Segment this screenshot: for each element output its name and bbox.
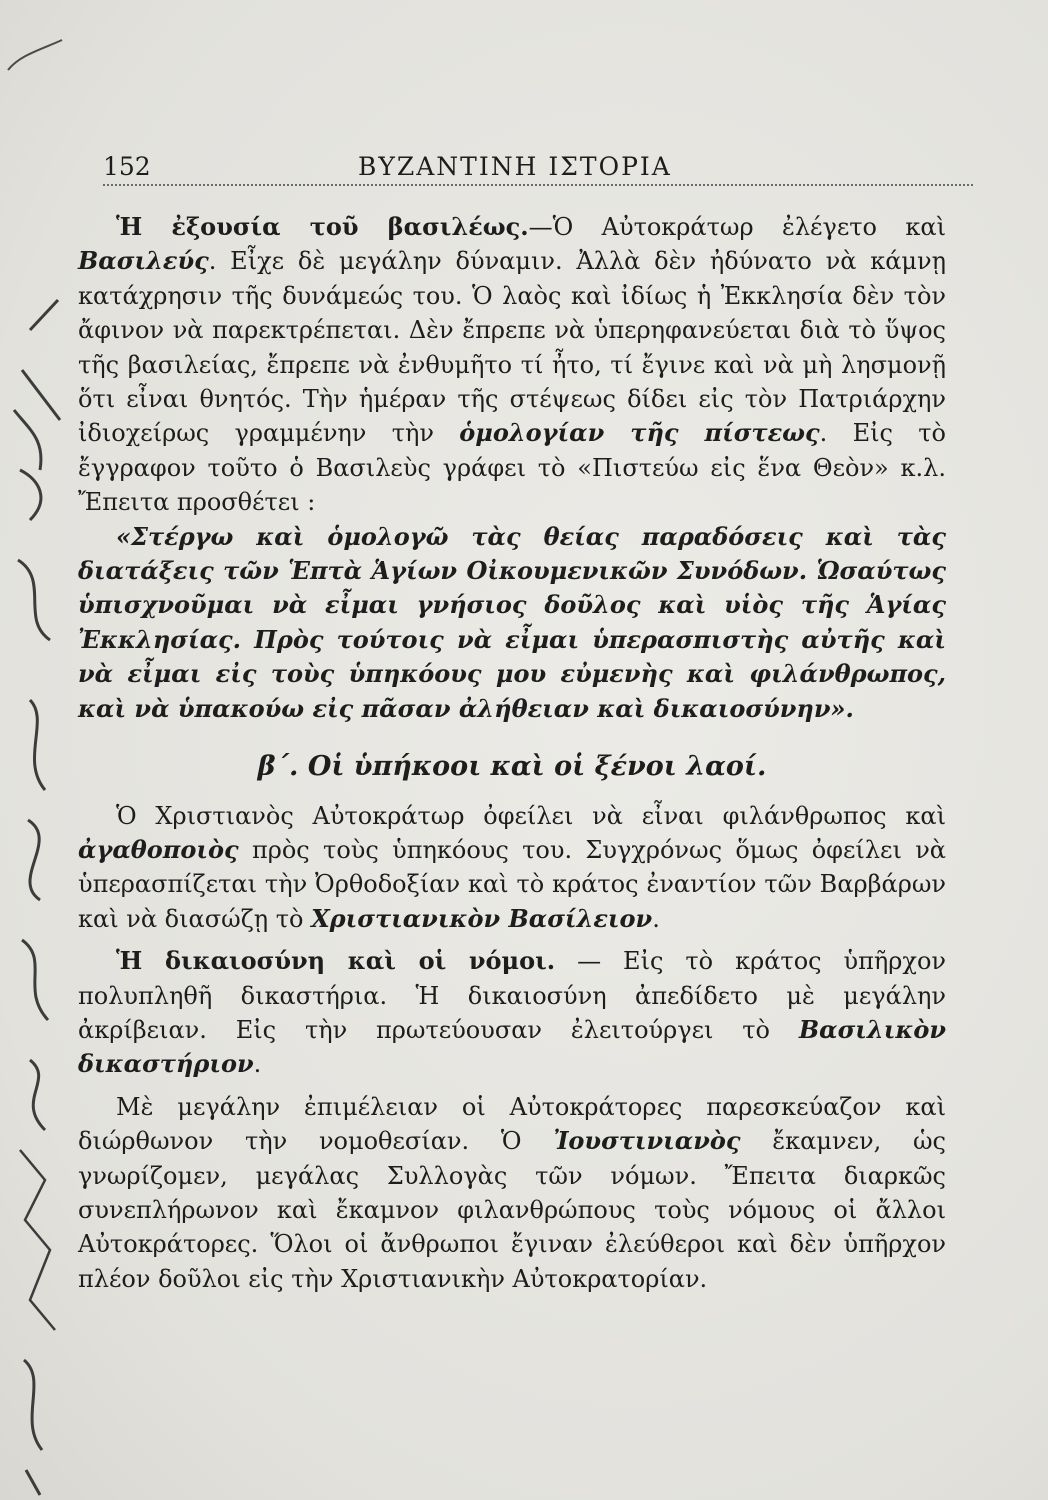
text-run: Ὁ Χριστιανὸς Αὐτοκράτωρ ὀφείλει νὰ εἶναι φιλάνθρωπος καὶ (116, 801, 946, 830)
page-header (103, 150, 973, 186)
text-run: . Εἰς τὸ ἔγγραφον τοῦτο ὁ Βασιλεὺς γράφει τὸ «Πιστεύω εἰς ἕνα Θεὸν» κ.λ. Ἔπειτα προσθέτει : (78, 419, 946, 517)
emphasis-text: ἀγαθοποιὸς (78, 834, 239, 864)
paragraph-heading: Ἡ ἐξουσία τοῦ βασιλέως. (116, 212, 529, 241)
paragraph-legislation (78, 1090, 946, 1296)
paragraph-justice-and-laws (78, 944, 946, 1082)
section-heading: β΄. Οἱ ὑπήκοοι καὶ οἱ ξένοι λαοί. (257, 751, 767, 783)
text-run: ἔκαμνεν, ὡς γνωρίζομεν, μεγάλας Συλλογὰς τῶν νόμων. Ἔπειτα διαρκῶς συνεπλήρωνον καὶ ἔκαμνον φιλανθρώπους τοὺς νόμους οἱ ἄλλοι Αὐτοκράτορες. Ὅλοι οἱ ἄνθρωποι ἔγιναν ἐλεύθεροι καὶ δὲν ὑπῆρχον πλέον δοῦλοι εἰς τὴν Χριστιανικὴν Αὐτοκρατορίαν. (78, 1127, 946, 1293)
text-run: — Εἰς τὸ κράτος ὑπῆρχον πολυπληθῆ δικαστήρια. Ἡ δικαιοσύνη ἀπεδίδετο μὲ μεγάλην ἀκρίβειαν. Εἰς τὴν πρωτεύουσαν ἐλειτούργει τὸ (78, 947, 946, 1044)
emphasis-text: Ἰουστινιανὸς (553, 1126, 741, 1156)
emphasis-text: ὁμολογίαν τῆς πίστεως (459, 418, 820, 448)
emphasis-text: Χριστιανικὸν Βασίλειον (311, 903, 653, 933)
text-run: πρὸς τοὺς ὑπηκόους του. Συγχρόνως ὅμως ὀφείλει νὰ ὑπερασπίζεται τὴν Ὀρθοδοξίαν καὶ τὸ κράτος ἐναντίον τῶν Βαρβάρων καὶ νὰ διασώζῃ τὸ (78, 835, 946, 933)
text-run: . (253, 1050, 262, 1079)
emphasis-text: Βασιλεύς (78, 246, 209, 276)
running-title: ΒΥΖΑΝΤΙΝΗ ΙΣΤΟΡΙΑ (358, 152, 672, 181)
page-body (78, 210, 946, 1296)
emphasis-text: Βασιλικὸν δικαστήριον (78, 1014, 946, 1079)
paragraph-authority-of-emperor (78, 210, 946, 520)
paragraph-subjects (78, 799, 946, 937)
text-run: . (652, 904, 660, 933)
text-run: . Εἶχε δὲ μεγάλην δύναμιν. Ἀλλὰ δὲν ἠδύνατο νὰ κάμνῃ κατάχρησιν τῆς δυνάμεώς του. Ὁ λαὸς καὶ ἰδίως ἡ Ἐκκλησία δὲν τὸν ἄφινον νὰ παρεκτρέπεται. Δὲν ἔπρεπε νὰ ὑπερηφανεύεται διὰ τὸ ὕψος τῆς βασιλείας, ἔπρεπε νὰ ἐνθυμῆτο τί ἦτο, τί ἔγινε καὶ νὰ μὴ λησμονῇ ὅτι εἶναι θνητός. Τὴν ἡμέραν τῆς στέψεως δίδει εἰς τὸν Πατριάρχην ἰδιοχείρως γραμμένην τὴν (78, 247, 946, 448)
paragraph-heading: Ἡ δικαιοσύνη καὶ οἱ νόμοι. (116, 946, 556, 976)
text-run: Μὲ μεγάλην ἐπιμέλειαν οἱ Αὐτοκράτορες παρεσκεύαζον καὶ διώρθωνον τὴν νομοθεσίαν. Ὁ (78, 1092, 946, 1156)
oath-quotation: «Στέργω καὶ ὁμολογῶ τὰς θείας παραδόσεις καὶ τὰς διατάξεις τῶν Ἑπτὰ Ἁγίων Οἰκουμενικῶν Συνόδων. Ὡσαύτως ὑπισχνοῦμαι νὰ εἶμαι γνήσιος δοῦλος καὶ υἱὸς τῆς Ἁγίας Ἐκκλησίας. Πρὸς τούτοις νὰ εἶμαι ὑπερασπιστὴς αὐτῆς καὶ νὰ εἶμαι εἰς τοὺς ὑπηκόους μου εὐμενὴς καὶ φιλάνθρωπος, καὶ νὰ ὑπακούω εἰς πᾶσαν ἀλήθειαν καὶ δικαιοσύνην». (78, 521, 946, 723)
text-run: —Ὁ Αὐτοκράτωρ ἐλέγετο καὶ (528, 213, 946, 241)
page-number: 152 (103, 152, 151, 181)
handwritten-margin-notes (0, 0, 80, 1500)
